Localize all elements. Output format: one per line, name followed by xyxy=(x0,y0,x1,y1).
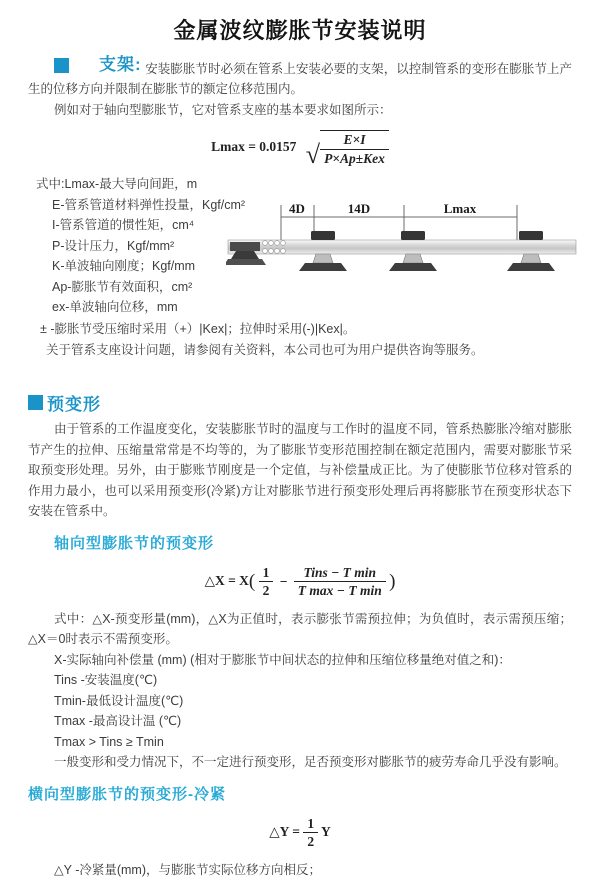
formula-rhs: Y xyxy=(320,823,331,839)
fraction-denominator: T max − T min xyxy=(297,583,382,599)
axial-predeform-formula xyxy=(28,565,572,599)
fraction-numerator: 1 xyxy=(303,816,318,834)
definition-item: P-设计压力，Kgf/mm² xyxy=(52,238,175,253)
formula-fraction xyxy=(320,130,389,166)
open-paren: ( xyxy=(248,570,256,592)
axial-formula-explain: 式中：△X-预变形量(mm)，△X为正值时，表示膨张节需预拉伸；为负值时，表示需预压缩；△X＝0时表示不需预变形。 xyxy=(28,611,572,647)
minus-operator: − xyxy=(279,573,288,589)
dim-label-14d: 14D xyxy=(347,202,371,217)
parameter-line: Tins -安装温度(℃) xyxy=(54,673,158,688)
dim-label-4d: 4D xyxy=(289,202,305,217)
definition-item: ± -膨胀节受压缩时采用（+）|Kex|；拉伸时采用(-)|Kex|。 xyxy=(40,321,356,336)
lateral-predeform-formula xyxy=(28,816,572,850)
support-intro-text: 安装膨胀节时必须在管系上安装必要的支架，以控制管系的变形在膨胀节上产生的位移方向并限制在膨胀节的额定位移范围内。 xyxy=(28,61,572,97)
definition-item: I-管系管道的惯性矩，cm⁴ xyxy=(52,218,195,233)
definition-item: ex-单波轴向位移，mm xyxy=(52,300,178,315)
axial-subsection-heading: 轴向型膨胀节的预变形 xyxy=(54,534,215,552)
radical-sign-icon: √ xyxy=(305,140,321,170)
definition-item: K-单波轴向刚度；Kgf/mm xyxy=(52,259,196,274)
page-title: 金属波纹膨胀节安装说明 xyxy=(173,18,427,43)
support-section-label: 支架: xyxy=(99,55,142,74)
formula-numerator: E×I xyxy=(320,132,389,150)
temperature-fraction xyxy=(294,565,386,599)
definition-item: Ap-膨胀节有效面积，cm² xyxy=(52,279,193,294)
lateral-subsection-heading: 横向型膨胀节的预变形-冷紧 xyxy=(28,785,226,803)
parameter-line: Tmin-最低设计温度(℃) xyxy=(54,693,184,708)
definitions-and-diagram xyxy=(28,174,572,382)
blue-square-icon xyxy=(54,58,69,73)
support-section-heading xyxy=(54,55,142,76)
formula-lhs: △Y = xyxy=(269,823,300,839)
formula-denominator: P×Ap±Kex xyxy=(324,150,385,166)
one-half-fraction xyxy=(303,816,318,850)
fraction-denominator: 2 xyxy=(262,583,270,599)
formula-lhs: △X = X xyxy=(204,572,249,588)
pipe-body xyxy=(228,240,576,254)
blue-square-icon xyxy=(28,395,43,410)
definition-item: E-管系管道材料弹性投量，Kgf/cm² xyxy=(52,197,246,212)
axial-parameter-lines xyxy=(28,650,572,773)
predeform-section-label: 预变形 xyxy=(47,395,101,415)
square-root xyxy=(305,130,389,170)
lateral-formula-explain: △Y -冷紧量(mm)，与膨胀节实际位移方向相反； xyxy=(54,862,322,877)
support-example-line: 例如对于轴向型膨胀节，它对管系支座的基本要求如图所示： xyxy=(54,102,392,117)
support-intro-paragraph xyxy=(28,55,572,100)
fraction-denominator: 2 xyxy=(307,834,315,850)
parameter-line: X-实际轴向补偿量 (mm) (相对于膨胀节中间状态的拉伸和压缩位移量绝对值之和)： xyxy=(54,652,511,667)
definition-item: 式中:Lmax-最大导向间距，m xyxy=(36,177,198,192)
guide-spacing-formula xyxy=(28,130,572,170)
pipe-support-diagram xyxy=(226,202,578,302)
predeform-paragraph: 由于管系的工作温度变化，安装膨胀节时的温度与工作时的温度不同，管系热膨胀冷缩对膨胀节产生的拉伸、压缩量常常是不均等的，为了膨胀节变形范围控制在额定范围内，需要对膨胀节采取预变形处理。另外，由于膨账节刚度是一个定值，与补偿量成正比。为了使膨胀节位移对管系的作用力最小，也可以采用预变形(冷紧)方让对膨胀节进行预变形处理后再将膨胀节在预变形状态下安装在管系中。 xyxy=(28,422,572,519)
fraction-numerator: 1 xyxy=(259,565,274,583)
parameter-line: Tmax -最高设计温 (℃) xyxy=(54,714,182,729)
parameter-line: 一般变形和受力情况下，不一定进行预变形，足否预变形对膨胀节的疲劳寿命几乎没有影响。 xyxy=(54,755,567,770)
formula-lhs: Lmax = 0.0157 xyxy=(211,139,297,155)
predeform-section-heading xyxy=(28,390,572,415)
support-note-line: 关于管系支座设计问题，请参阅有关资料，本公司也可为用户提供咨询等服务。 xyxy=(46,343,484,358)
fraction-numerator: Tins − T min xyxy=(294,565,386,583)
parameter-line: Tmax > Tins ≥ Tmin xyxy=(54,734,164,749)
close-paren: ) xyxy=(389,570,396,592)
one-half-fraction xyxy=(259,565,274,599)
dim-label-lmax: Lmax xyxy=(443,202,477,217)
